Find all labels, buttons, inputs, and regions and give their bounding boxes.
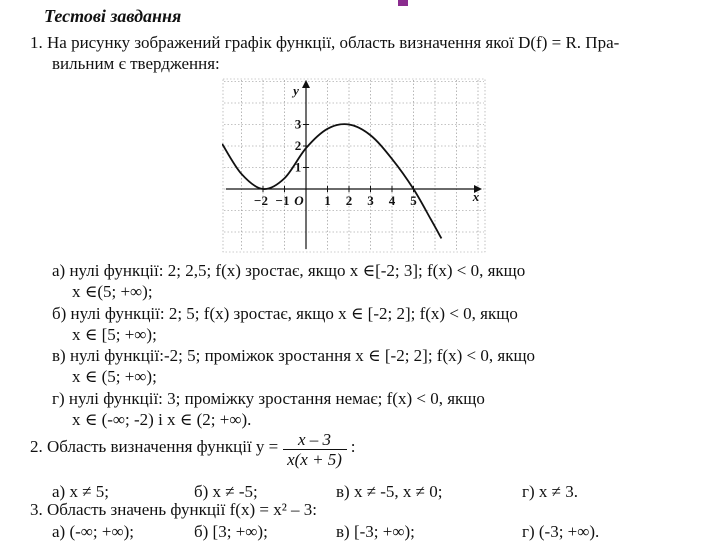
y-tick-label: 2 — [294, 138, 302, 153]
q2-option-a: а) x ≠ 5; — [52, 482, 110, 501]
y-axis-label: y — [293, 83, 299, 98]
q1-line1: 1. На рисунку зображений графік функції, область визначення якої D(f) = R. Пра- — [30, 33, 620, 52]
answer-v-line1: в) нулі функції:-2; 5; проміжок зростання x ∈ [-2; 2]; f(x) < 0, якщо — [52, 346, 536, 365]
q2-line — [30, 430, 356, 469]
q2-option-v: в) x ≠ -5, x ≠ 0; — [336, 482, 443, 501]
decorative-mark — [398, 0, 408, 6]
x-tick-label: −1 — [275, 193, 290, 208]
q3-option-g: г) (-3; +∞). — [522, 522, 600, 541]
graph-axes — [226, 80, 482, 249]
x-axis-label: x — [472, 189, 480, 204]
x-tick-label: 3 — [367, 193, 374, 208]
y-tick-label: 3 — [294, 116, 302, 132]
q3-option-b: б) [3; +∞); — [194, 522, 268, 541]
section-heading: Тестові завдання — [44, 6, 182, 26]
answer-g-line2: x ∈ (-∞; -2) і x ∈ (2; +∞). — [72, 410, 252, 429]
q3-option-v: в) [-3; +∞); — [336, 522, 415, 541]
q2-option-b: б) x ≠ -5; — [194, 482, 258, 501]
grid-border — [223, 79, 485, 252]
q2-option-g: г) x ≠ 3. — [522, 482, 578, 501]
function-curve — [222, 124, 441, 238]
x-tick-label: 4 — [388, 193, 396, 208]
function-graph — [222, 78, 486, 253]
x-tick-label: 5 — [410, 193, 417, 208]
y-tick-label: 1 — [294, 159, 302, 175]
answer-g-line1: г) нулі функції: 3; проміжку зростання немає; f(x) < 0, якщо — [52, 389, 485, 408]
answer-b-line1: б) нулі функції: 2; 5; f(x) зростає, якщо x ∈ [-2; 2]; f(x) < 0, якщо — [52, 304, 518, 323]
q2-numerator: x – 3 — [297, 430, 332, 449]
q2-text: 2. Область визначення функції y = — [30, 436, 279, 456]
q3-option-a: а) (-∞; +∞); — [52, 522, 134, 541]
q2-tail: : — [350, 436, 356, 456]
q2-fraction — [283, 430, 347, 469]
x-tick-label: 2 — [345, 193, 353, 208]
answer-b-line2: x ∈ [5; +∞); — [72, 325, 157, 344]
x-tick-label: −2 — [254, 193, 268, 208]
x-tick-label: 1 — [324, 193, 331, 208]
answer-a-line1: а) нулі функції: 2; 2,5; f(x) зростає, якщо x ∈[-2; 3]; f(x) < 0, якщо — [52, 261, 526, 280]
q2-denominator: x(x + 5) — [287, 450, 342, 469]
origin-label: O — [294, 193, 304, 208]
graph-grid — [223, 79, 485, 252]
q3-line: 3. Область значень функції f(x) = x² – 3: — [30, 500, 318, 519]
answer-a-line2: x ∈(5; +∞); — [72, 282, 153, 301]
y-axis-arrow — [302, 80, 310, 88]
q1-line2: вильним є твердження: — [52, 54, 220, 73]
answer-v-line2: x ∈ (5; +∞); — [72, 367, 157, 386]
